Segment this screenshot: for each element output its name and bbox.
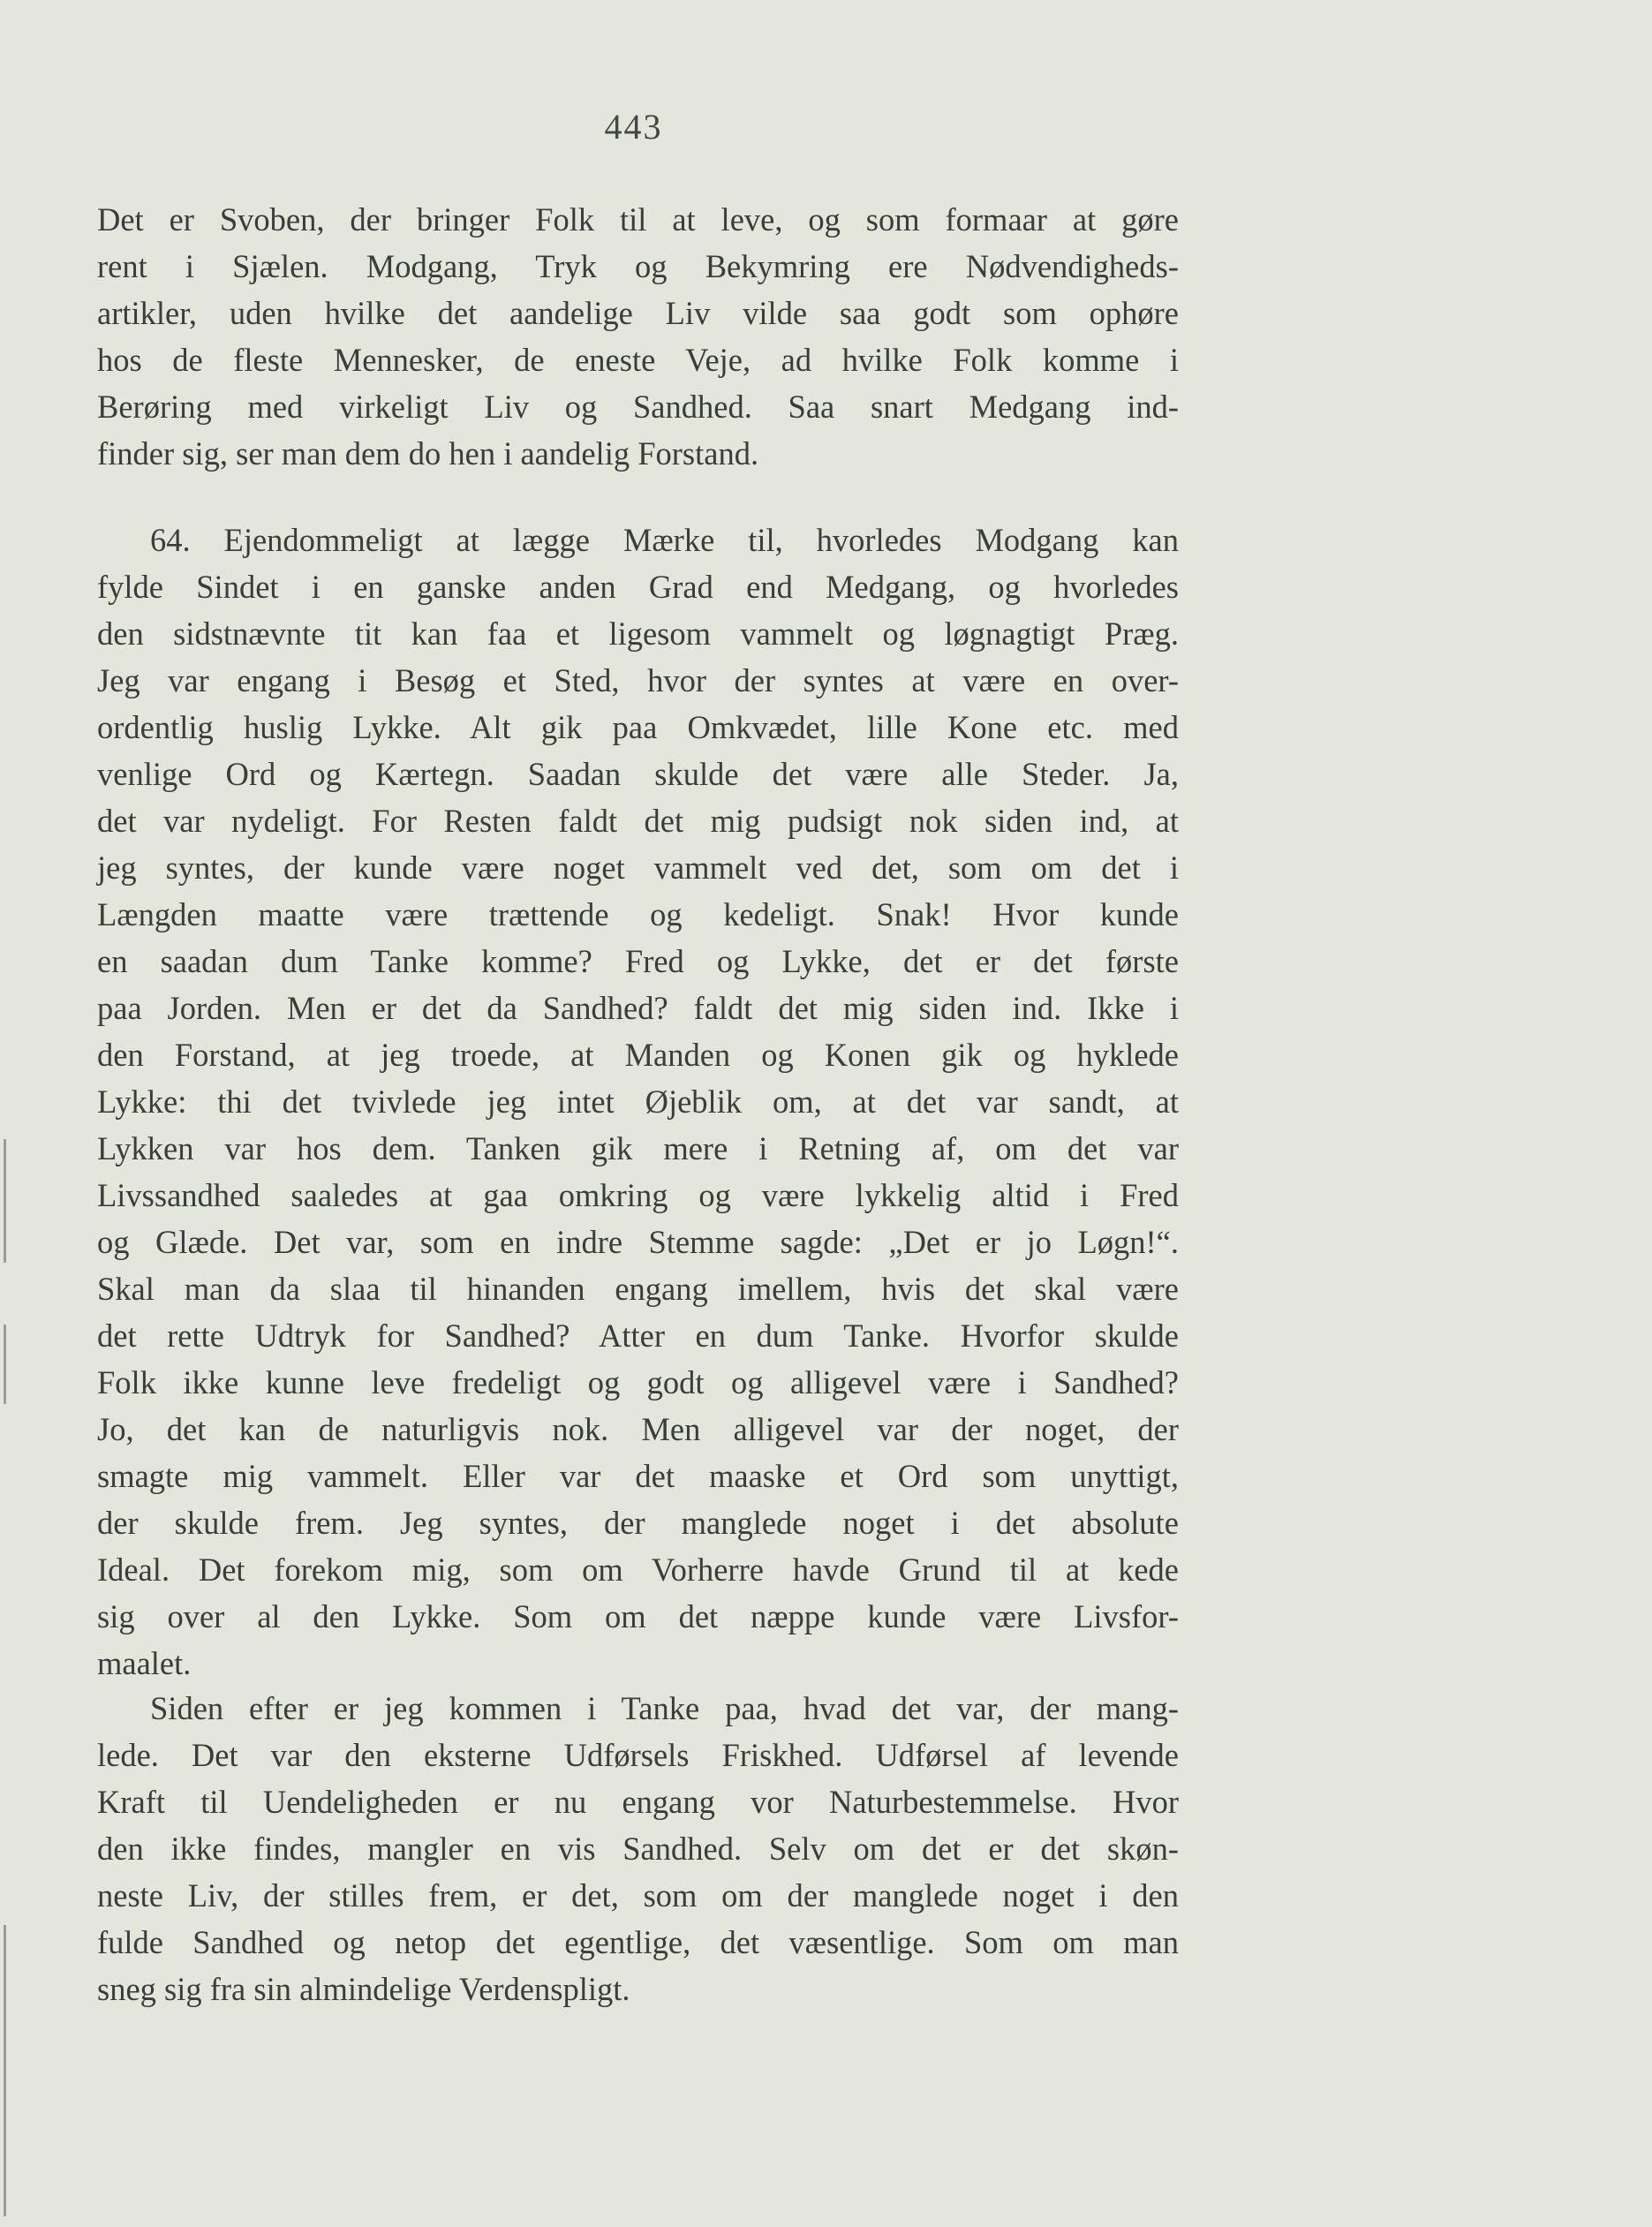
text-line: Lykken var hos dem. Tanken gik mere i Retning af, om det var	[97, 1130, 1179, 1166]
text-line: sneg sig fra sin almindelige Verdenspligt.	[97, 1971, 630, 2007]
text-line: en saadan dum Tanke komme? Fred og Lykke, det er det første	[97, 943, 1179, 979]
paragraph-3	[97, 1685, 1179, 2012]
text-line: og Glæde. Det var, som en indre Stemme sagde: „Det er jo Løgn!“.	[97, 1224, 1179, 1260]
text-line: Længden maatte være trættende og kedeligt. Snak! Hvor kunde	[97, 896, 1179, 932]
text-line: Berøring med virkeligt Liv og Sandhed. Saa snart Medgang ind-	[97, 389, 1179, 425]
page-edge-mark	[4, 1325, 6, 1404]
text-line: den sidstnævnte tit kan faa et ligesom vammelt og løgnagtigt Præg.	[97, 615, 1179, 652]
text-line: smagte mig vammelt. Eller var det maaske et Ord som unyttigt,	[97, 1458, 1179, 1494]
text-line: det var nydeligt. For Resten faldt det mig pudsigt nok siden ind, at	[97, 803, 1179, 839]
text-line: Det er Svoben, der bringer Folk til at leve, og som formaar at gøre	[97, 201, 1179, 238]
paragraph-2	[97, 517, 1179, 1687]
text-line: Jo, det kan de naturligvis nok. Men alligevel var der noget, der	[97, 1411, 1179, 1447]
text-line: der skulde frem. Jeg syntes, der manglede noget i det absolute	[97, 1505, 1179, 1541]
page-number: 443	[604, 107, 663, 147]
text-line: rent i Sjælen. Modgang, Tryk og Bekymring ere Nødvendigheds-	[97, 248, 1179, 284]
text-line: Folk ikke kunne leve fredeligt og godt og alligevel være i Sandhed?	[97, 1364, 1179, 1400]
text-line: den ikke findes, mangler en vis Sandhed. Selv om det er det skøn-	[97, 1831, 1179, 1867]
text-line: artikler, uden hvilke det aandelige Liv vilde saa godt som ophøre	[97, 295, 1179, 331]
text-line: Siden efter er jeg kommen i Tanke paa, hvad det var, der mang-	[150, 1690, 1179, 1726]
text-line: Ideal. Det forekom mig, som om Vorherre havde Grund til at kede	[97, 1551, 1179, 1588]
text-line: neste Liv, der stilles frem, er det, som om der manglede noget i den	[97, 1877, 1179, 1914]
text-line: fylde Sindet i en ganske anden Grad end Medgang, og hvorledes	[97, 569, 1179, 605]
text-line: sig over al den Lykke. Som om det næppe kunde være Livsfor-	[97, 1598, 1179, 1634]
text-line: hos de fleste Mennesker, de eneste Veje, ad hvilke Folk komme i	[97, 342, 1179, 378]
page-edge-mark	[4, 1139, 6, 1263]
text-line: jeg syntes, der kunde være noget vammelt ved det, som om det i	[97, 849, 1179, 886]
text-line: Skal man da slaa til hinanden engang imellem, hvis det skal være	[97, 1271, 1179, 1307]
text-line: paa Jorden. Men er det da Sandhed? faldt det mig siden ind. Ikke i	[97, 990, 1179, 1026]
text-line: Kraft til Uendeligheden er nu engang vor Naturbestemmelse. Hvor	[97, 1784, 1179, 1820]
text-line: venlige Ord og Kærtegn. Saadan skulde det være alle Steder. Ja,	[97, 756, 1179, 792]
text-line: 64. Ejendommeligt at lægge Mærke til, hvorledes Modgang kan	[150, 522, 1179, 558]
text-line: ordentlig huslig Lykke. Alt gik paa Omkvædet, lille Kone etc. med	[97, 709, 1179, 745]
text-line: maalet.	[97, 1645, 192, 1681]
text-line: lede. Det var den eksterne Udførsels Friskhed. Udførsel af levende	[97, 1737, 1179, 1773]
paragraph-1	[97, 196, 1179, 477]
page-edge-mark	[4, 1925, 6, 2216]
text-line: fulde Sandhed og netop det egentlige, det væsentlige. Som om man	[97, 1924, 1179, 1960]
text-line: det rette Udtryk for Sandhed? Atter en dum Tanke. Hvorfor skulde	[97, 1317, 1179, 1354]
text-line: Jeg var engang i Besøg et Sted, hvor der syntes at være en over-	[97, 662, 1179, 698]
text-line: Lykke: thi det tvivlede jeg intet Øjeblik om, at det var sandt, at	[97, 1083, 1179, 1120]
text-line: finder sig, ser man dem do hen i aandelig Forstand.	[97, 435, 759, 472]
text-line: Livssandhed saaledes at gaa omkring og være lykkelig altid i Fred	[97, 1177, 1179, 1213]
text-line: den Forstand, at jeg troede, at Manden og Konen gik og hyklede	[97, 1037, 1179, 1073]
